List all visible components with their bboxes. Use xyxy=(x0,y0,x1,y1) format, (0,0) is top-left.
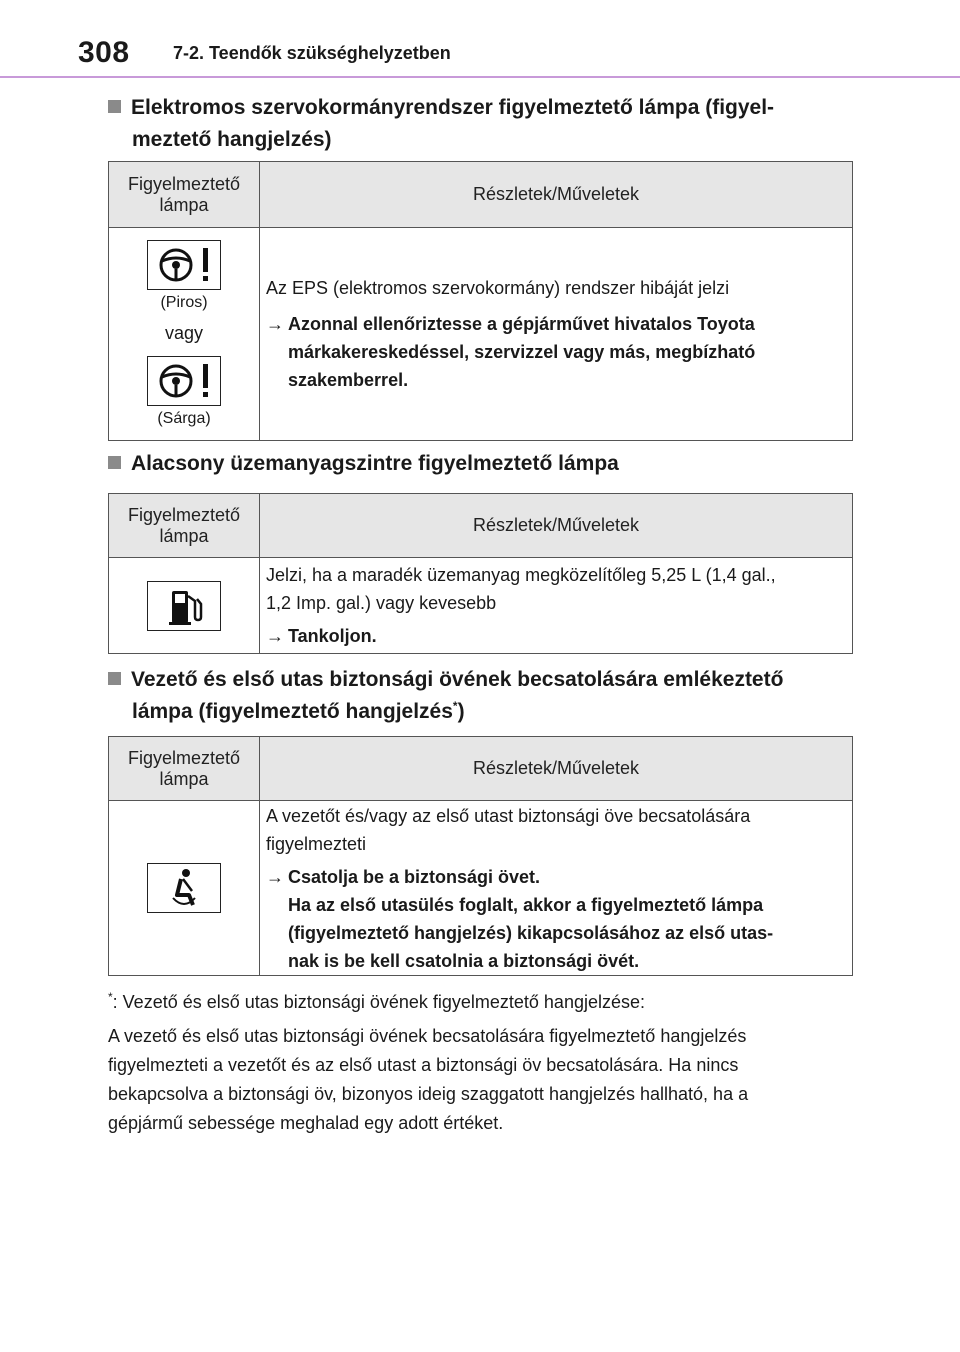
header-divider xyxy=(0,76,960,78)
fuel-warning-table xyxy=(108,493,853,654)
col-header-details: Részletek/Műveletek xyxy=(260,737,853,801)
col-header-lamp: Figyelmeztető lámpa xyxy=(109,162,260,228)
lamp-cell xyxy=(109,801,260,976)
section-bullet-icon xyxy=(108,100,121,113)
description-text: figyelmezteti xyxy=(266,833,367,854)
section-title-seatbelt: Vezető és első utas biztonsági övének becsatolására emlékeztető lámpa (figyelmeztető hangjelzés*) xyxy=(108,664,848,728)
col-header-lamp: Figyelmeztető lámpa xyxy=(109,494,260,558)
lamp-cell xyxy=(109,558,260,654)
body-paragraph: A vezető és első utas biztonsági övének becsatolására figyelmeztető hangjelzés figyelmezteti a vezetőt és az első utast a biztonsági öv becsatolására. Ha nincs bekapcsolva a biztonsági öv, bizonyos ideig szaggatott hangjelzés hallható, ha a gépjármű sebessége meghalad egy adott értéket. xyxy=(108,1026,749,1133)
action-text: → Csatolja be a biztonsági övet. Ha az első utasülés foglalt, akkor a figyelmeztető lámpa (figyelmeztető hangjelzés) kikapcsolásához az első utas- nak is be kell csatolnia a biztonsági övét. xyxy=(266,863,838,975)
or-label: vagy xyxy=(164,322,204,343)
details-cell xyxy=(260,801,853,976)
details-cell xyxy=(260,558,853,654)
seatbelt-reminder-icon xyxy=(147,863,221,913)
details-cell xyxy=(260,228,853,441)
col-header-lamp: Figyelmeztető lámpa xyxy=(109,737,260,801)
col-header-details: Részletek/Műveletek xyxy=(260,494,853,558)
seatbelt-warning-table xyxy=(108,736,853,976)
table-row xyxy=(109,558,853,654)
description-text: Az EPS (elektromos szervokormány) rendszer hibáját jelzi xyxy=(266,278,730,298)
footnote: *: Vezető és első utas biztonsági övének figyelmeztető hangjelzése: xyxy=(108,990,645,1012)
lamp-color-label-red: (Piros) xyxy=(160,293,208,311)
arrow-icon: → xyxy=(266,866,284,887)
arrow-icon: → xyxy=(266,314,284,334)
action-text: → Azonnal ellenőriztesse a gépjárművet hivatalos Toyota márkakereskedéssel, szervizzel vagy más, megbízható szakemberrel. xyxy=(266,310,838,394)
footnote-marker: * xyxy=(452,699,458,713)
section-title-line: meztető hangjelzés) xyxy=(132,128,332,151)
fuel-pump-icon xyxy=(147,581,221,631)
steering-warning-icon xyxy=(147,356,221,406)
eps-warning-table xyxy=(108,161,853,441)
section-bullet-icon xyxy=(108,672,121,685)
table-row xyxy=(109,801,853,976)
footnote-marker: * xyxy=(108,990,113,1004)
lamp-color-label-yellow: (Sárga) xyxy=(157,409,211,427)
section-title-fuel: Alacsony üzemanyagszintre figyelmeztető lámpa xyxy=(108,448,848,480)
col-header-details: Részletek/Műveletek xyxy=(260,162,853,228)
lamp-cell xyxy=(109,228,260,441)
page-number: 308 xyxy=(78,36,130,69)
arrow-icon: → xyxy=(266,626,284,646)
table-header-row xyxy=(109,162,853,228)
section-title-eps xyxy=(108,92,848,156)
table-header-row xyxy=(109,494,853,558)
section-bullet-icon xyxy=(108,456,121,469)
description-text: 1,2 Imp. gal.) vagy kevesebb xyxy=(266,593,497,613)
description-text: Jelzi, ha a maradék üzemanyag megközelítőleg 5,25 L (1,4 gal., xyxy=(266,565,776,585)
action-text: → Tankoljon. xyxy=(266,622,838,650)
chapter-title: 7-2. Teendők szükséghelyzetben xyxy=(173,43,451,63)
page-header xyxy=(0,0,960,78)
table-row xyxy=(109,228,853,441)
table-header-row xyxy=(109,737,853,801)
steering-warning-icon xyxy=(147,240,221,290)
section-title-line: Elektromos szervokormányrendszer figyelmeztető lámpa (figyel- xyxy=(131,96,775,119)
description-text: A vezetőt és/vagy az első utast biztonsági öve becsatolására xyxy=(266,805,751,826)
